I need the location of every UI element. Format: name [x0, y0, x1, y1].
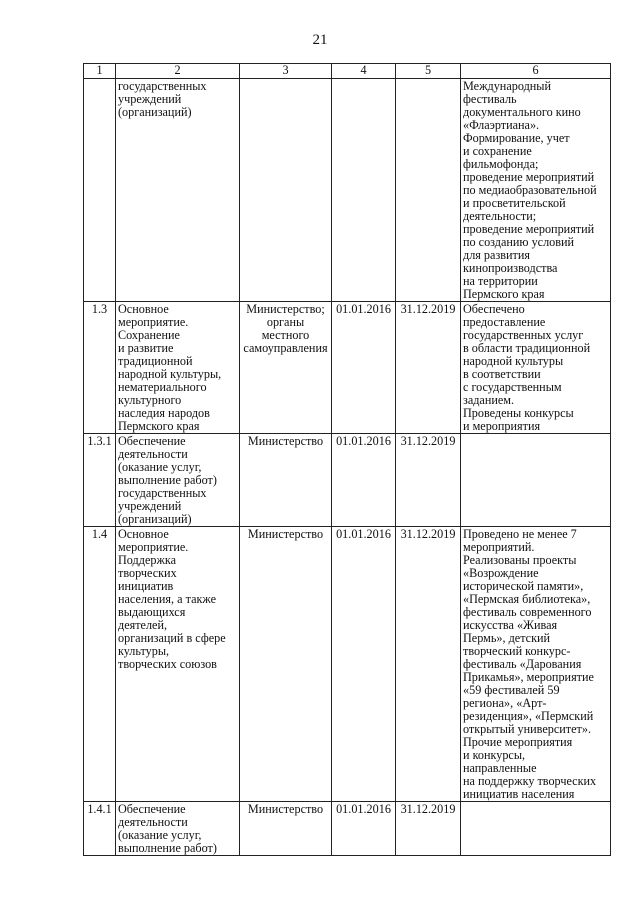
executor — [240, 79, 332, 302]
executor: Министерство — [240, 527, 332, 802]
column-header-4: 4 — [332, 64, 396, 79]
table-row — [84, 79, 611, 302]
column-header-2: 2 — [116, 64, 240, 79]
row-number: 1.4 — [84, 527, 116, 802]
table-row — [84, 302, 611, 434]
end-date — [396, 79, 461, 302]
expected-result — [461, 802, 611, 856]
executor: Министерство; органы местного самоуправления — [240, 302, 332, 434]
end-date: 31.12.2019 — [396, 802, 461, 856]
column-header-3: 3 — [240, 64, 332, 79]
column-header-1: 1 — [84, 64, 116, 79]
program-table — [83, 63, 611, 856]
expected-result: Международный фестиваль документального кино «Флаэртиана». Формирование, учет и сохранение фильмофонда; проведение мероприятий по медиаобразовательной и просветительской деятельности; проведение мероприятий по созданию условий для развития кинопроизводства на территории Пермского края — [461, 79, 611, 302]
end-date: 31.12.2019 — [396, 302, 461, 434]
row-number: 1.3.1 — [84, 434, 116, 527]
start-date: 01.01.2016 — [332, 527, 396, 802]
activity-name: Обеспечение деятельности (оказание услуг, выполнение работ) — [116, 802, 240, 856]
table-row — [84, 527, 611, 802]
end-date: 31.12.2019 — [396, 434, 461, 527]
start-date: 01.01.2016 — [332, 802, 396, 856]
expected-result — [461, 434, 611, 527]
end-date: 31.12.2019 — [396, 527, 461, 802]
expected-result: Проведено не менее 7 мероприятий. Реализованы проекты «Возрождение исторической памяти», «Пермская библиотека», фестиваль современного искусства «Живая Пермь», детский творческий конкурс- фестиваль «Дарования Прикамья», мероприятие «59 фестивалей 59 региона», «Арт- резиденция», «Пермский открытый университет». Прочие мероприятия и конкурсы, направленные на поддержку творческих инициатив населения — [461, 527, 611, 802]
executor: Министерство — [240, 434, 332, 527]
activity-name: Основное мероприятие. Сохранение и развитие традиционной народной культуры, нематериального культурного наследия народов Пермского края — [116, 302, 240, 434]
start-date: 01.01.2016 — [332, 434, 396, 527]
start-date — [332, 79, 396, 302]
activity-name: Основное мероприятие. Поддержка творческих инициатив населения, а также выдающихся деятелей, организаций в сфере культуры, творческих союзов — [116, 527, 240, 802]
activity-name: Обеспечение деятельности (оказание услуг, выполнение работ) государственных учреждений (организаций) — [116, 434, 240, 527]
activity-name: государственных учреждений (организаций) — [116, 79, 240, 302]
table-header-row — [84, 64, 611, 79]
table-row — [84, 802, 611, 856]
column-header-6: 6 — [461, 64, 611, 79]
row-number — [84, 79, 116, 302]
executor: Министерство — [240, 802, 332, 856]
page-number: 21 — [312, 32, 328, 48]
expected-result: Обеспечено предоставление государственных услуг в области традиционной народной культуры в соответствии с государственным заданием. Проведены конкурсы и мероприятия — [461, 302, 611, 434]
column-header-5: 5 — [396, 64, 461, 79]
row-number: 1.4.1 — [84, 802, 116, 856]
row-number: 1.3 — [84, 302, 116, 434]
table-row — [84, 434, 611, 527]
start-date: 01.01.2016 — [332, 302, 396, 434]
